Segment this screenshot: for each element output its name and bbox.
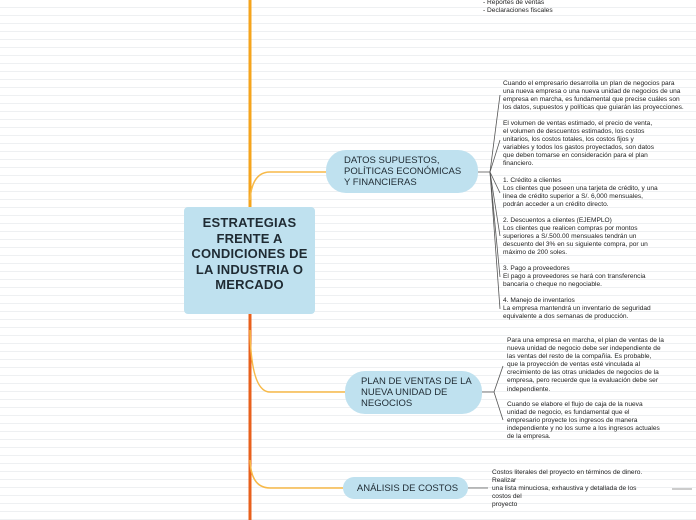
branch-datos [250,172,326,200]
topic-analisis-de-costos[interactable]: ANÁLISIS DE COSTOS [343,477,468,499]
note-datos-intro: Cuando el empresario desarrolla un plan de negocios para una nueva empresa o una nueva unidad de negocios de una empresa en marcha, es fundamental que precise cuáles son los datos, supuestos y políticas que guiarán las proyecciones. [503,80,684,112]
note-manejo-inventarios: 4. Manejo de inventarios La empresa mantendrá un inventario de seguridad equivalente a dos semanas de producción. [503,297,651,321]
note-pago-proveedores: 3. Pago a proveedores El pago a proveedores se hará con transferencia bancaria o cheque no negociable. [503,265,646,289]
note-plan-ventas-independiente: Para una empresa en marcha, el plan de ventas de la nueva unidad de negocio debe ser independiente de las ventas del resto de la compañía. Es probable, que la proyección de ventas esté vinculada al crecimiento de las otras unidades de negocios de la empresa, pero recuerde que la evaluación debe ser independiente. [507,337,664,393]
branch-costos [250,460,343,488]
top-note-reportes: - Reportes de ventas [483,0,545,6]
note-credito-clientes: 1. Crédito a clientes Los clientes que poseen una tarjeta de crédito, y una línea de crédito superior a S/. 6,000 mensuales, podrán acceder a un crédito directo. [503,177,658,209]
note-descuentos-clientes: 2. Descuentos a clientes (EJEMPLO) Los clientes que realicen compras por montos superiores a S/.500.00 mensuales tendrán un descuento del 3% en su siguiente compra, por un máximo de 200 soles. [503,217,648,257]
note-volumen-ventas: El volumen de ventas estimado, el precio de venta, el volumen de descuentos estimados, los costos unitarios, los costos totales, los costos fijos y variables y todos los gastos proyectados, son datos que deben tomarse en consideración para el plan financiero. [503,120,655,168]
fan-plan [482,366,503,420]
topic-datos-supuestos[interactable]: DATOS SUPUESTOS, POLÍTICAS ECONÓMICAS Y FINANCIERAS [326,150,478,193]
branch-plan [250,330,345,392]
topic-plan-de-ventas[interactable]: PLAN DE VENTAS DE LA NUEVA UNIDAD DE NEGOCIOS [345,371,482,414]
top-note-declaraciones: - Declaraciones fiscales [483,7,553,14]
note-flujo-de-caja: Cuando se elabore el flujo de caja de la nueva unidad de negocio, es fundamental que el empresario proyecte los ingresos de manera independiente y no los sume a los ingresos actuales de la empresa. [507,401,660,441]
note-costos-literales: Costos literales del proyecto en términos de dinero. Realizar una lista minuciosa, exhaustiva y detallada de los costos del proyecto [492,469,643,509]
fan-datos [478,95,500,309]
central-topic[interactable]: ESTRATEGIAS FRENTE A CONDICIONES DE LA INDUSTRIA O MERCADO [184,207,315,314]
